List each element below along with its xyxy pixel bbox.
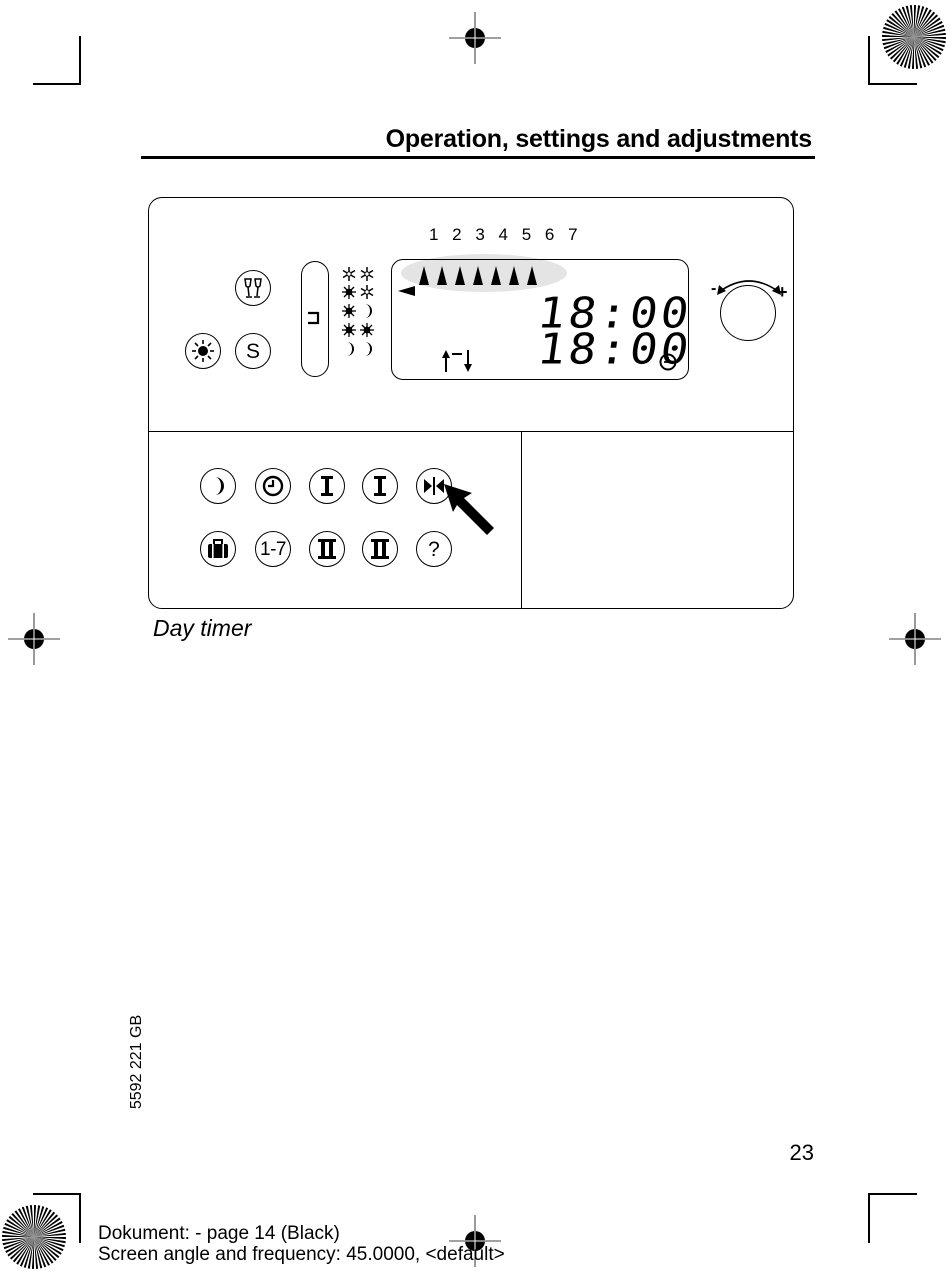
- day-markers-icon: [418, 264, 548, 288]
- knob-minus-label: -: [711, 280, 717, 297]
- clock-icon: [261, 474, 285, 498]
- lcd-time-top: 18:00: [534, 288, 695, 338]
- program-1-button-b[interactable]: [362, 468, 398, 504]
- program-days-label: 1-7: [260, 538, 286, 560]
- moon-icon: [207, 475, 229, 497]
- roman-two-icon: [316, 537, 338, 561]
- crop-mark-top-right-h: [868, 83, 917, 85]
- program-1-button-a[interactable]: [309, 468, 345, 504]
- roman-one-icon: [371, 474, 389, 498]
- program-2-button-b[interactable]: [362, 531, 398, 567]
- panel-divider-horizontal: [149, 431, 793, 432]
- service-button-label: S: [245, 339, 260, 363]
- crop-mark-top-left-v: [79, 36, 81, 85]
- suitcase-icon: [206, 538, 230, 560]
- party-button[interactable]: [235, 270, 271, 306]
- registration-mark-top: [449, 12, 501, 64]
- crop-mark-top-left-h: [33, 83, 81, 85]
- color-target-bottom-left: [1, 1204, 67, 1270]
- day-numbers: 1 2 3 4 5 6 7: [429, 225, 583, 244]
- holiday-button[interactable]: [200, 531, 236, 567]
- mode-pointer-icon: [301, 261, 329, 377]
- crop-mark-bottom-right-h: [868, 1193, 917, 1195]
- roman-two-icon: [369, 537, 391, 561]
- mode-symbols-icon: [339, 264, 379, 360]
- clock-icon: [658, 352, 678, 372]
- registration-mark-right: [889, 613, 941, 665]
- rotary-knob[interactable]: [720, 285, 776, 341]
- controller-panel: [148, 197, 794, 609]
- page-title: Operation, settings and adjustments: [385, 125, 812, 153]
- document-code: 5592 221 GB: [128, 1014, 145, 1110]
- roman-one-icon: [318, 474, 336, 498]
- current-day-pointer-icon: [398, 285, 416, 297]
- crop-mark-top-right-v: [868, 36, 870, 85]
- help-button-label: ?: [428, 537, 440, 561]
- page-number: 23: [789, 1140, 814, 1165]
- knob-plus-label: +: [777, 282, 788, 302]
- service-button[interactable]: [235, 333, 271, 369]
- sun-mode-button[interactable]: [185, 333, 221, 369]
- program-2-button-a[interactable]: [309, 531, 345, 567]
- party-glasses-icon: [241, 276, 265, 300]
- switch-times-icon: [440, 348, 476, 374]
- figure-caption: Day timer: [153, 615, 252, 641]
- clock-button[interactable]: [255, 468, 291, 504]
- footer-line-2: Screen angle and frequency: 45.0000, <default>: [98, 1244, 505, 1265]
- pointer-arrow-icon: [442, 482, 498, 540]
- crop-mark-bottom-left-h: [33, 1193, 81, 1195]
- footer-line-1: Dokument: - page 14 (Black): [98, 1223, 340, 1244]
- title-rule: [141, 156, 815, 159]
- program-days-button[interactable]: [255, 531, 291, 567]
- night-mode-button[interactable]: [200, 468, 236, 504]
- lcd-time-bottom: 18:00: [534, 324, 695, 374]
- panel-divider-vertical: [521, 431, 522, 609]
- lcd-display: [391, 259, 695, 380]
- crop-mark-bottom-right-v: [868, 1193, 870, 1243]
- mode-selector[interactable]: [301, 261, 329, 377]
- color-target-top-right: [881, 4, 947, 70]
- sun-icon: [190, 338, 216, 364]
- crop-mark-bottom-left-v: [79, 1193, 81, 1243]
- registration-mark-left: [8, 613, 60, 665]
